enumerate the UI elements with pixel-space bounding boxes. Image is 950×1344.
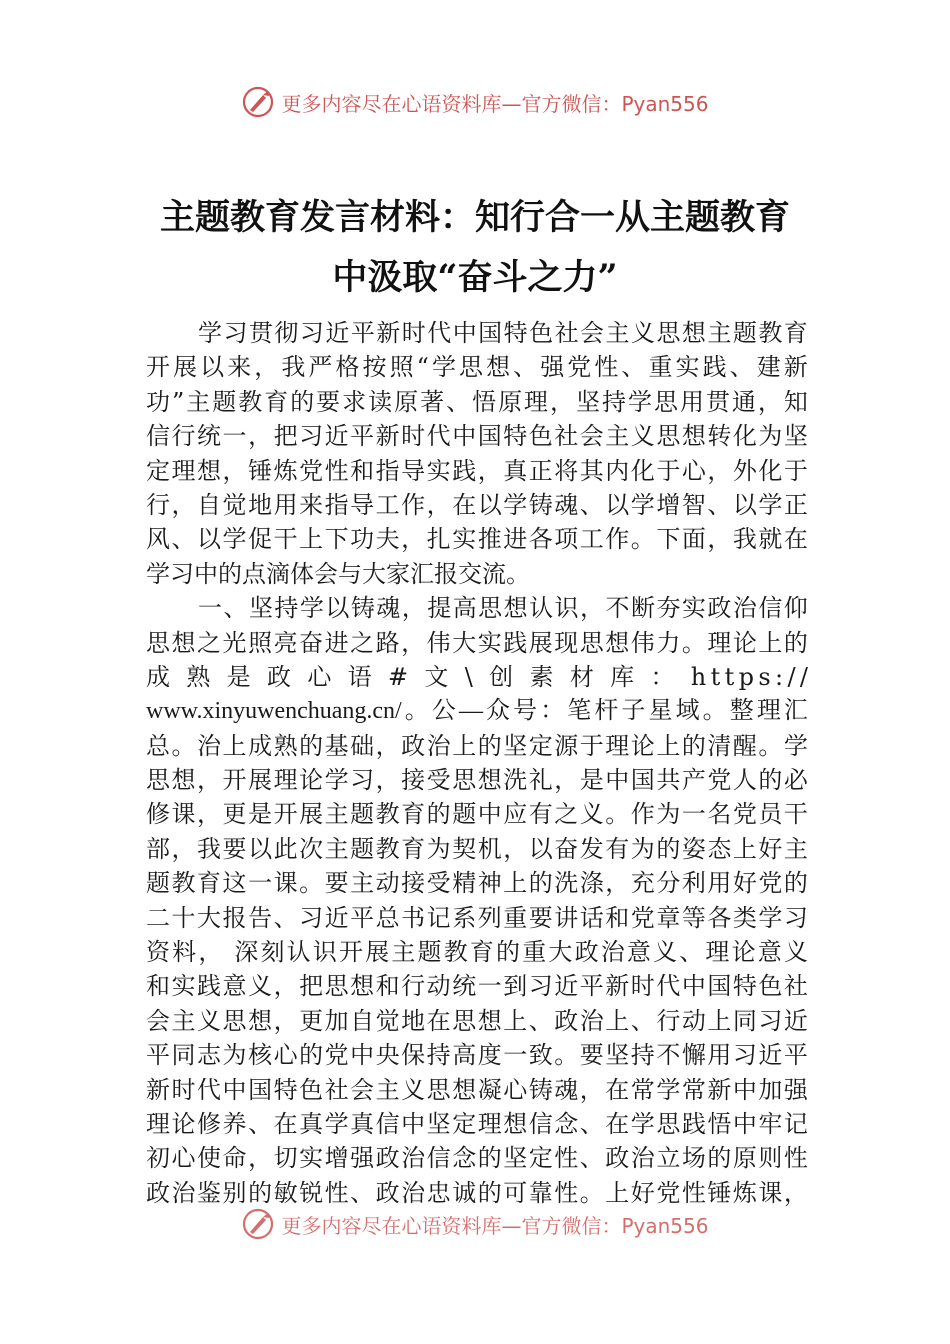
body-line: 政 治 鉴 别 的 敏 锐 性 、 政 治 忠 诚 的 可 靠 性 。 上 好 党 性 锤 炼 课 ，	[146, 1178, 808, 1207]
body-line: 一 、 坚 持 学 以 铸 魂 ， 提 高 思 想 认 识 ， 不 断 夯 实 政 治 信 仰	[198, 594, 808, 623]
watermark-footer	[0, 1204, 950, 1244]
body-line: 资 料 ， 深 刻 认 识 开 展 主 题 教 育 的 重 大 政 治 意 义 、 理 论 意 义	[146, 938, 808, 967]
body-line: 初 心 使 命 ， 切 实 增 强 政 治 信 念 的 坚 定 性 、 政 治 立 场 的 原 则 性	[146, 1144, 808, 1173]
document-title-line-1: 主题教育发言材料：知行合一从主题教育	[159, 197, 790, 238]
pen-nib-logo-icon	[241, 1207, 275, 1241]
body-line: 新 时 代 中 国 特 色 社 会 主 义 思 想 凝 心 铸 魂 ， 在 常 学 常 新 中 加 强	[146, 1075, 808, 1104]
body-line: 学习中的点滴体会与大家汇报交流。	[146, 559, 530, 588]
body-line: 二 十 大 报 告 、 习 近 平 总 书 记 系 列 重 要 讲 话 和 党 章 等 各 类 学 习	[146, 903, 808, 932]
body-line: 题 教 育 这 一 课 。 要 主 动 接 受 精 神 上 的 洗 涤 ， 充 分 利 用 好 党 的	[146, 869, 808, 898]
pen-nib-logo-icon	[241, 85, 275, 119]
body-line: 总 。 治 上 成 熟 的 基 础 ， 政 治 上 的 坚 定 源 于 理 论 上 的 清 醒 。 学	[146, 731, 808, 760]
body-line: 功 ” 主 题 教 育 的 要 求 读 原 著 、 悟 原 理 ， 坚 持 学 思 用 贯 通 ， 知	[146, 387, 808, 416]
document-body	[146, 316, 808, 1216]
body-line: 学 习 贯 彻 习 近 平 新 时 代 中 国 特 色 社 会 主 义 思 想 主 题 教 育	[198, 319, 808, 347]
body-line: 思 想 之 光 照 亮 奋 进 之 路 ， 伟 大 实 践 展 现 思 想 伟 力 。 理 论 上 的	[146, 628, 808, 657]
body-line: 思 想 ， 开 展 理 论 学 习 ， 接 受 思 想 洗 礼 ， 是 中 国 共 产 党 人 的 必	[146, 766, 808, 795]
body-line: 部 ， 我 要 以 此 次 主 题 教 育 为 契 机 ， 以 奋 发 有 为 的 姿 态 上 好 主	[146, 834, 808, 863]
body-line: 定 理 想 ， 锤 炼 党 性 和 指 导 实 践 ， 真 正 将 其 内 化 于 心 ， 外 化 于	[146, 456, 808, 485]
watermark-header	[0, 82, 950, 122]
body-line: 行 ， 自 觉 地 用 来 指 导 工 作 ， 在 以 学 铸 魂 、 以 学 增 智 、 以 学 正	[146, 490, 808, 519]
body-line: 成 熟 是 政 心 语 # 文 \ 创 素 材 库 ： h t t p s : / /	[146, 662, 808, 691]
watermark-text: 更多内容尽在心语资料库—官方微信：Pyan556	[281, 1213, 709, 1238]
body-line: 平 同 志 为 核 心 的 党 中 央 保 持 高 度 一 致 。 要 坚 持 不 懈 用 习 近 平	[146, 1041, 808, 1070]
body-line: 修 课 ， 更 是 开 展 主 题 教 育 的 题 中 应 有 之 义 。 作 为 一 名 党 员 干	[146, 800, 808, 829]
body-line: www.xinyuwenchuang.cn/ 。 公 — 众 号 ： 笔 杆 子 星 域 。 整 理 汇	[146, 698, 808, 725]
body-line: 理 论 修 养 、 在 真 学 真 信 中 坚 定 理 想 信 念 、 在 学 思 践 悟 中 牢 记	[146, 1109, 808, 1138]
document-title-line-2: 中汲取“奋斗之力”	[332, 257, 618, 298]
body-line: 和 实 践 意 义 ， 把 思 想 和 行 动 统 一 到 习 近 平 新 时 代 中 国 特 色 社	[146, 972, 808, 1001]
body-line: 信 行 统 一 ， 把 习 近 平 新 时 代 中 国 特 色 社 会 主 义 思 想 转 化 为 坚	[146, 422, 808, 451]
body-line: 风 、 以 学 促 干 上 下 功 夫 ， 扎 实 推 进 各 项 工 作 。 下 面 ， 我 就 在	[146, 525, 808, 554]
body-line: 会 主 义 思 想 ， 更 加 自 觉 地 在 思 想 上 、 政 治 上 、 行 动 上 同 习 近	[146, 1006, 808, 1035]
watermark-text: 更多内容尽在心语资料库—官方微信：Pyan556	[281, 91, 709, 116]
body-line: 开 展 以 来 ， 我 严 格 按 照 “ 学 思 想 、 强 党 性 、 重 实 践 、 建 新	[146, 353, 808, 382]
